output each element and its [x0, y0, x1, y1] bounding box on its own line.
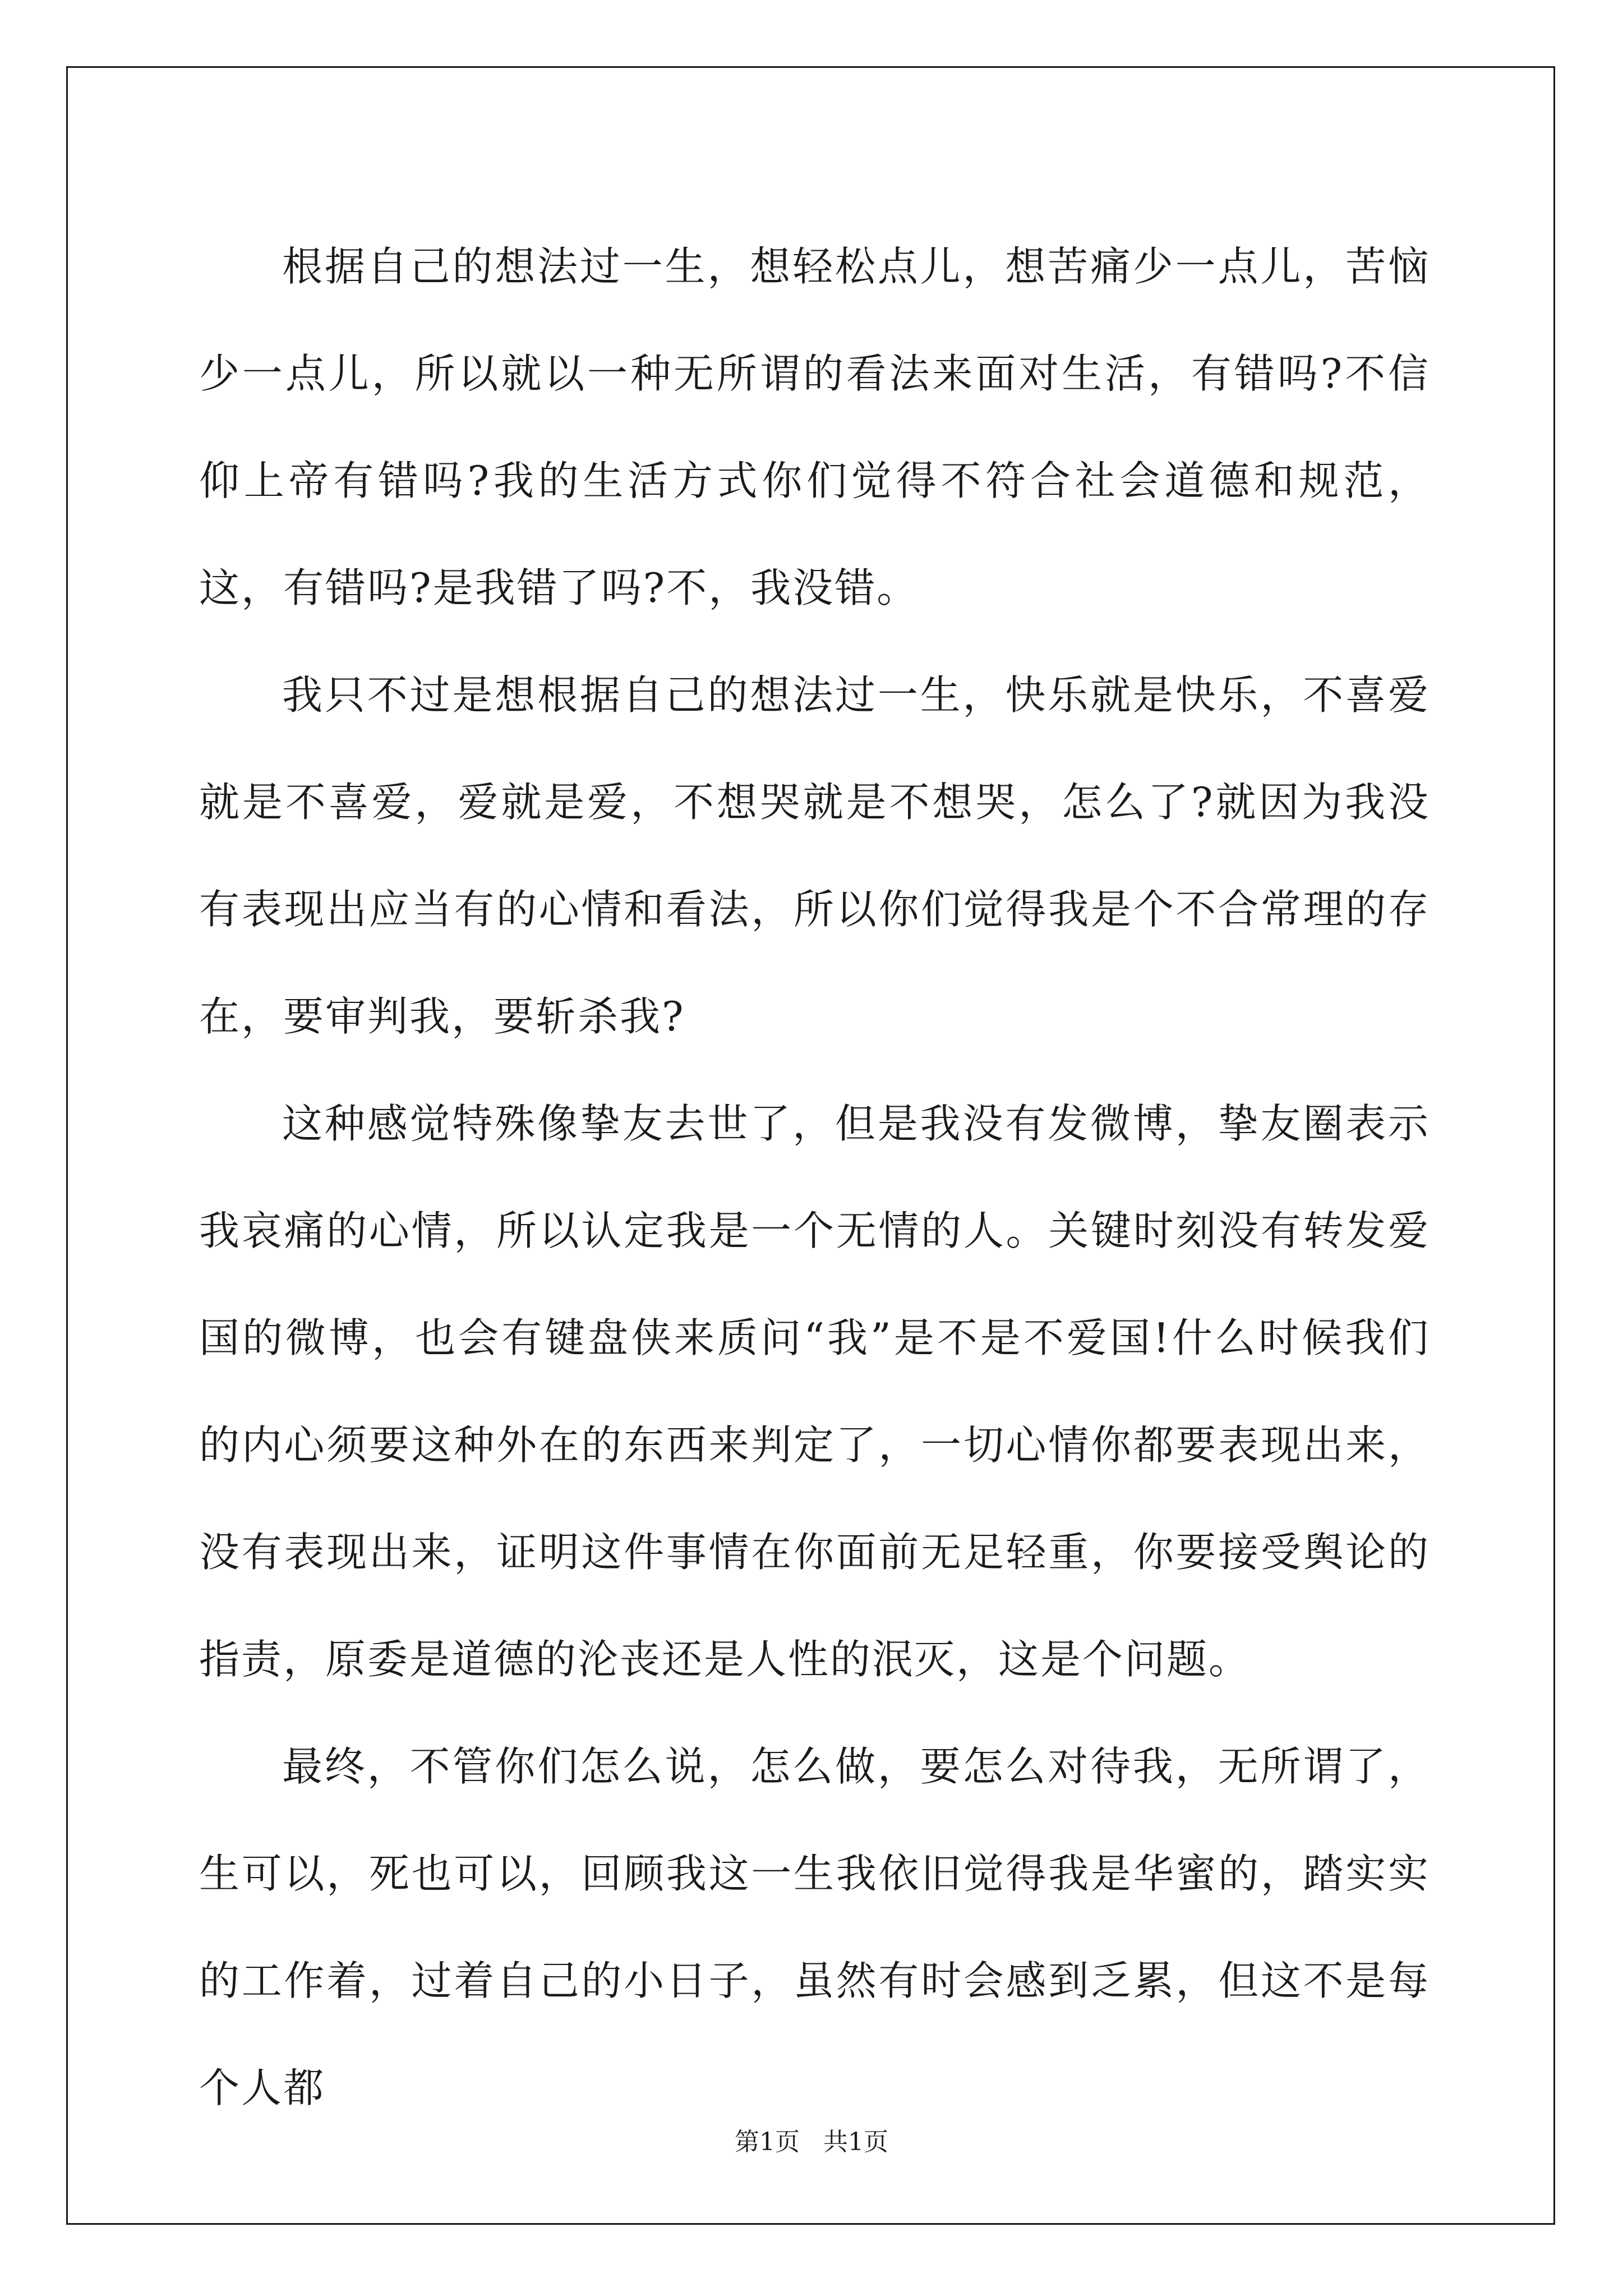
page-number-footer: 第1页 共1页 [735, 2128, 888, 2156]
paragraph-4: 最终，不管你们怎么说，怎么做，要怎么对待我，无所谓了，生可以，死也可以，回顾我这一生我依旧觉得我是华蜜的，踏实实的工作着，过着自己的小日子，虽然有时会感到乏累，但这不是每个人都 [199, 1743, 1430, 2111]
paragraph-3: 这种感觉特殊像挚友去世了，但是我没有发微博，挚友圈表示我哀痛的心情，所以认定我是一个无情的人。关键时刻没有转发爱国的微博，也会有键盘侠来质问“我”是不是不爱国!什么时候我们的内心须要这种外在的东西来判定了，一切心情你都要表现出来，没有表现出来，证明这件事情在你面前无足轻重，你要接受舆论的指责，原委是道德的沦丧还是人性的泯灭，这是个问题。 [199, 1100, 1430, 1683]
paragraph-1: 根据自己的想法过一生，想轻松点儿，想苦痛少一点儿，苦恼少一点儿，所以就以一种无所谓的看法来面对生活，有错吗?不信仰上帝有错吗?我的生活方式你们觉得不符合社会道德和规范，这，有错吗?是我错了吗?不，我没错。 [199, 243, 1430, 611]
paragraph-2: 我只不过是想根据自己的想法过一生，快乐就是快乐，不喜爱就是不喜爱，爱就是爱，不想哭就是不想哭，怎么了?就因为我没有表现出应当有的心情和看法，所以你们觉得我是个不合常理的存在，要审判我，要斩杀我? [199, 671, 1430, 1040]
document-body [199, 213, 1430, 2142]
